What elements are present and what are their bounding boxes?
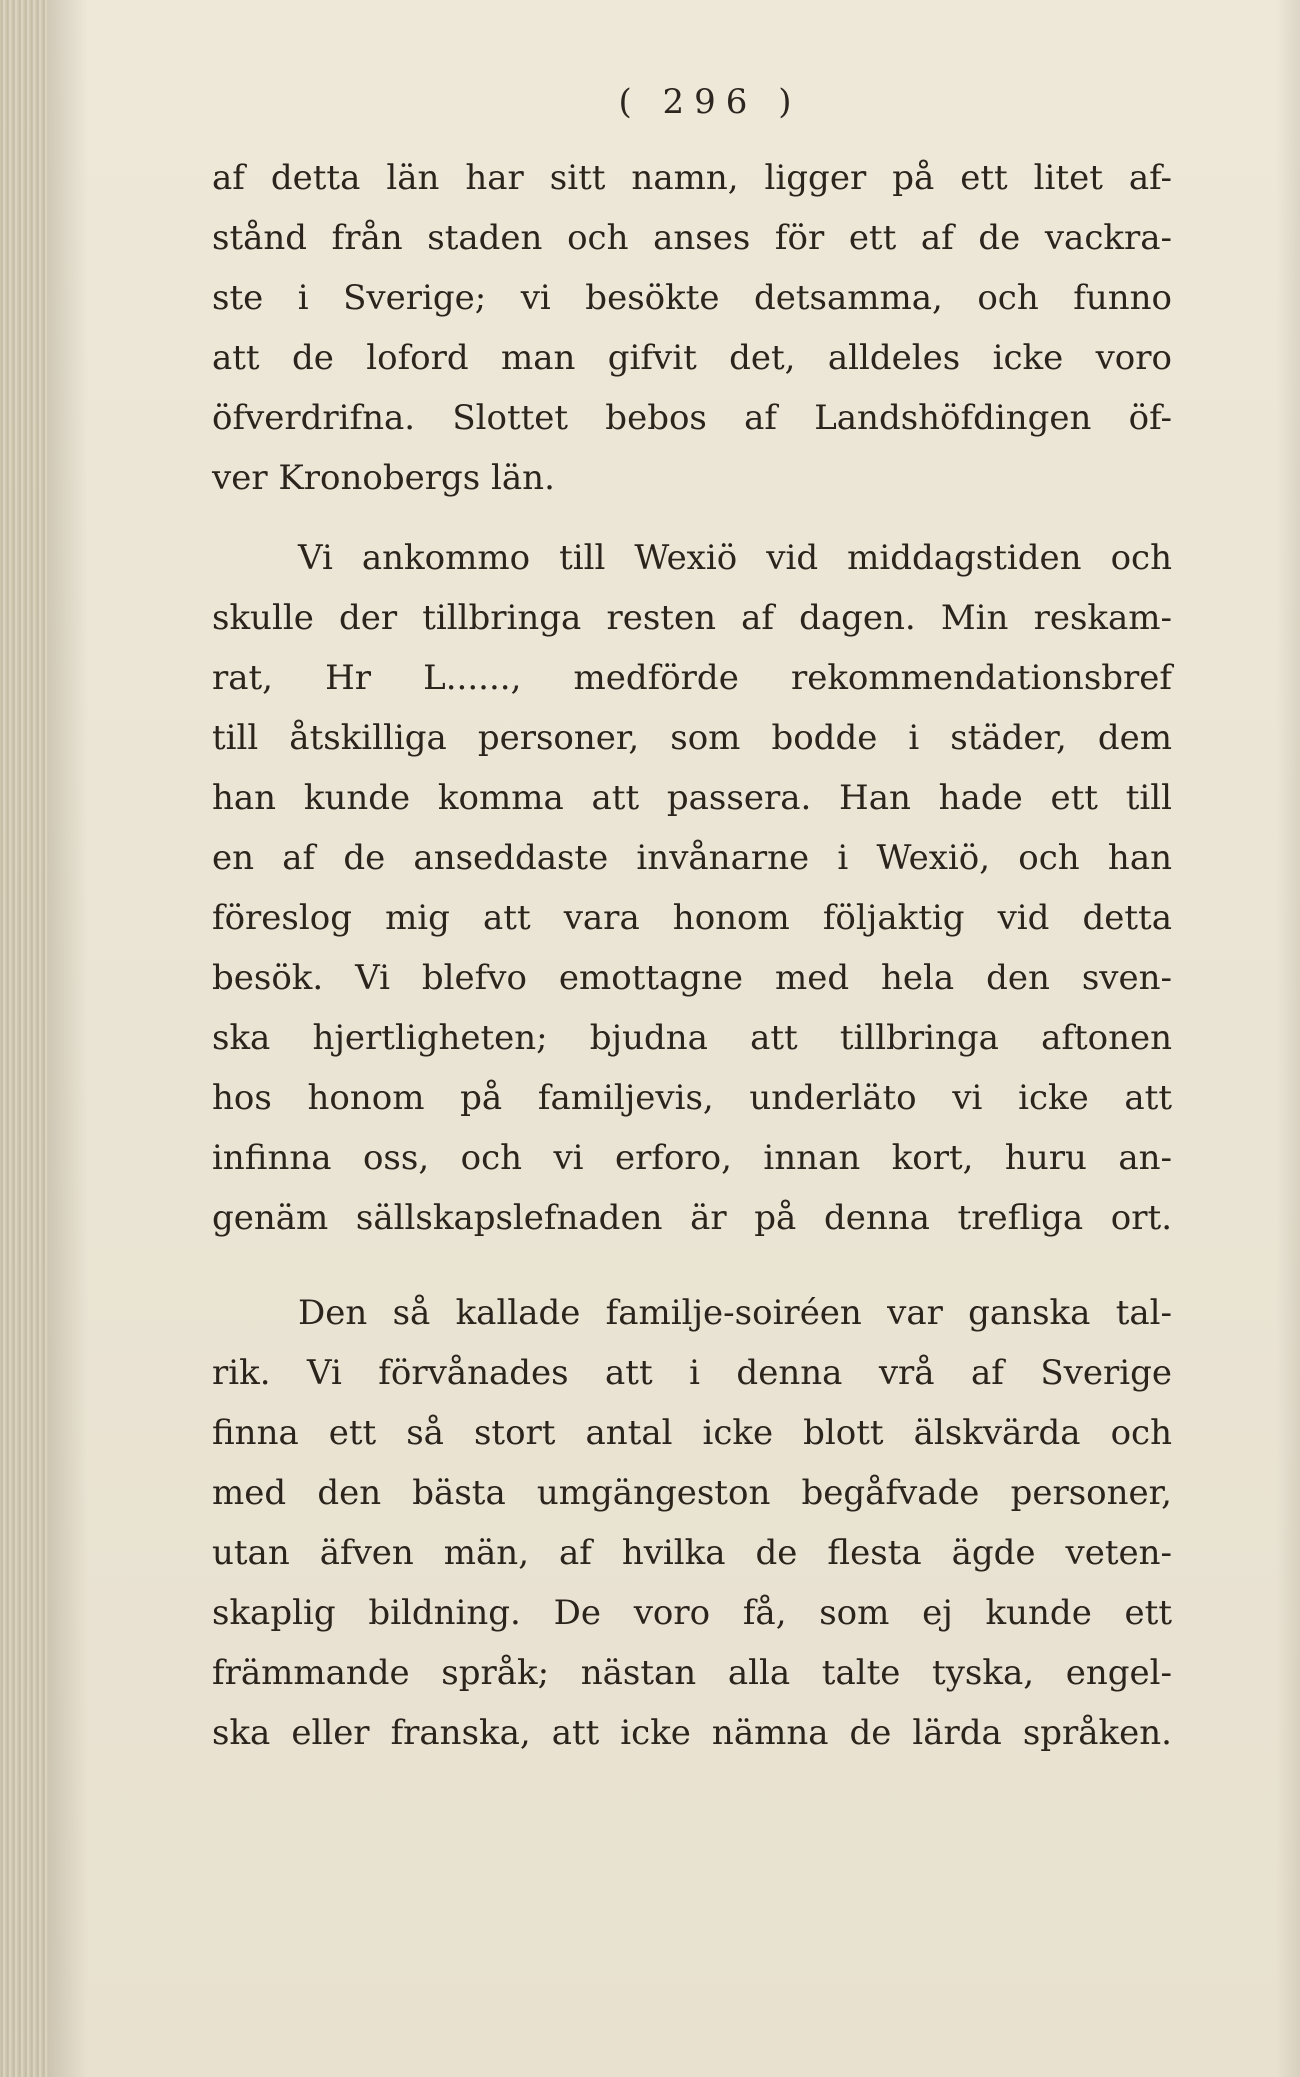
- text-line: med den bästa umgängeston begåfvade personer,: [212, 1473, 1172, 1513]
- text-line: stånd från staden och anses för ett af de vackra-: [212, 218, 1172, 258]
- text-line: rat, Hr L......, medförde rekommendationsbref: [212, 658, 1172, 698]
- text-line: till åtskilliga personer, som bodde i städer, dem: [212, 718, 1172, 758]
- paragraph-2: [212, 528, 1172, 1248]
- text-line: skaplig bildning. De voro få, som ej kunde ett: [212, 1593, 1172, 1633]
- paragraph-3: [212, 1283, 1172, 1763]
- text-line: ska hjertligheten; bjudna att tillbringa aftonen: [212, 1018, 1172, 1058]
- text-line: af detta län har sitt namn, ligger på ett litet af-: [212, 158, 1172, 198]
- page-edge: [1276, 0, 1300, 2077]
- text-line: föreslog mig att vara honom följaktig vid detta: [212, 898, 1172, 938]
- text-line: utan äfven män, af hvilka de flesta ägde veten-: [212, 1533, 1172, 1573]
- text-line: rik. Vi förvånades att i denna vrå af Sverige: [212, 1353, 1172, 1393]
- text-line: besök. Vi blefvo emottagne med hela den sven-: [212, 958, 1172, 998]
- page-number: ( 296 ): [618, 82, 802, 122]
- text-line: infinna oss, och vi erforo, innan kort, huru an-: [212, 1138, 1172, 1178]
- text-line: genäm sällskapslefnaden är på denna trefliga ort.: [212, 1198, 1172, 1238]
- text-line: främmande språk; nästan alla talte tyska, engel-: [212, 1653, 1172, 1693]
- text-line: skulle der tillbringa resten af dagen. Min reskam-: [212, 598, 1172, 638]
- text-line: Den så kallade familje-soiréen var ganska tal-: [298, 1293, 1172, 1333]
- book-spine: [0, 0, 48, 2077]
- text-line: ver Kronobergs län.: [212, 458, 555, 498]
- text-line: Vi ankommo till Wexiö vid middagstiden och: [298, 538, 1172, 578]
- text-line: han kunde komma att passera. Han hade ett till: [212, 778, 1172, 818]
- gutter-shadow: [48, 0, 88, 2077]
- text-line: öfverdrifna. Slottet bebos af Landshöfdingen öf-: [212, 398, 1172, 438]
- text-line: ska eller franska, att icke nämna de lärda språken.: [212, 1713, 1172, 1753]
- text-line: ste i Sverige; vi besökte detsamma, och funno: [212, 278, 1172, 318]
- text-line: finna ett så stort antal icke blott älskvärda och: [212, 1413, 1172, 1453]
- paragraph-1: [212, 148, 1172, 508]
- text-line: hos honom på familjevis, underläto vi icke att: [212, 1078, 1172, 1118]
- text-line: en af de anseddaste invånarne i Wexiö, och han: [212, 838, 1172, 878]
- text-line: att de loford man gifvit det, alldeles icke voro: [212, 338, 1172, 378]
